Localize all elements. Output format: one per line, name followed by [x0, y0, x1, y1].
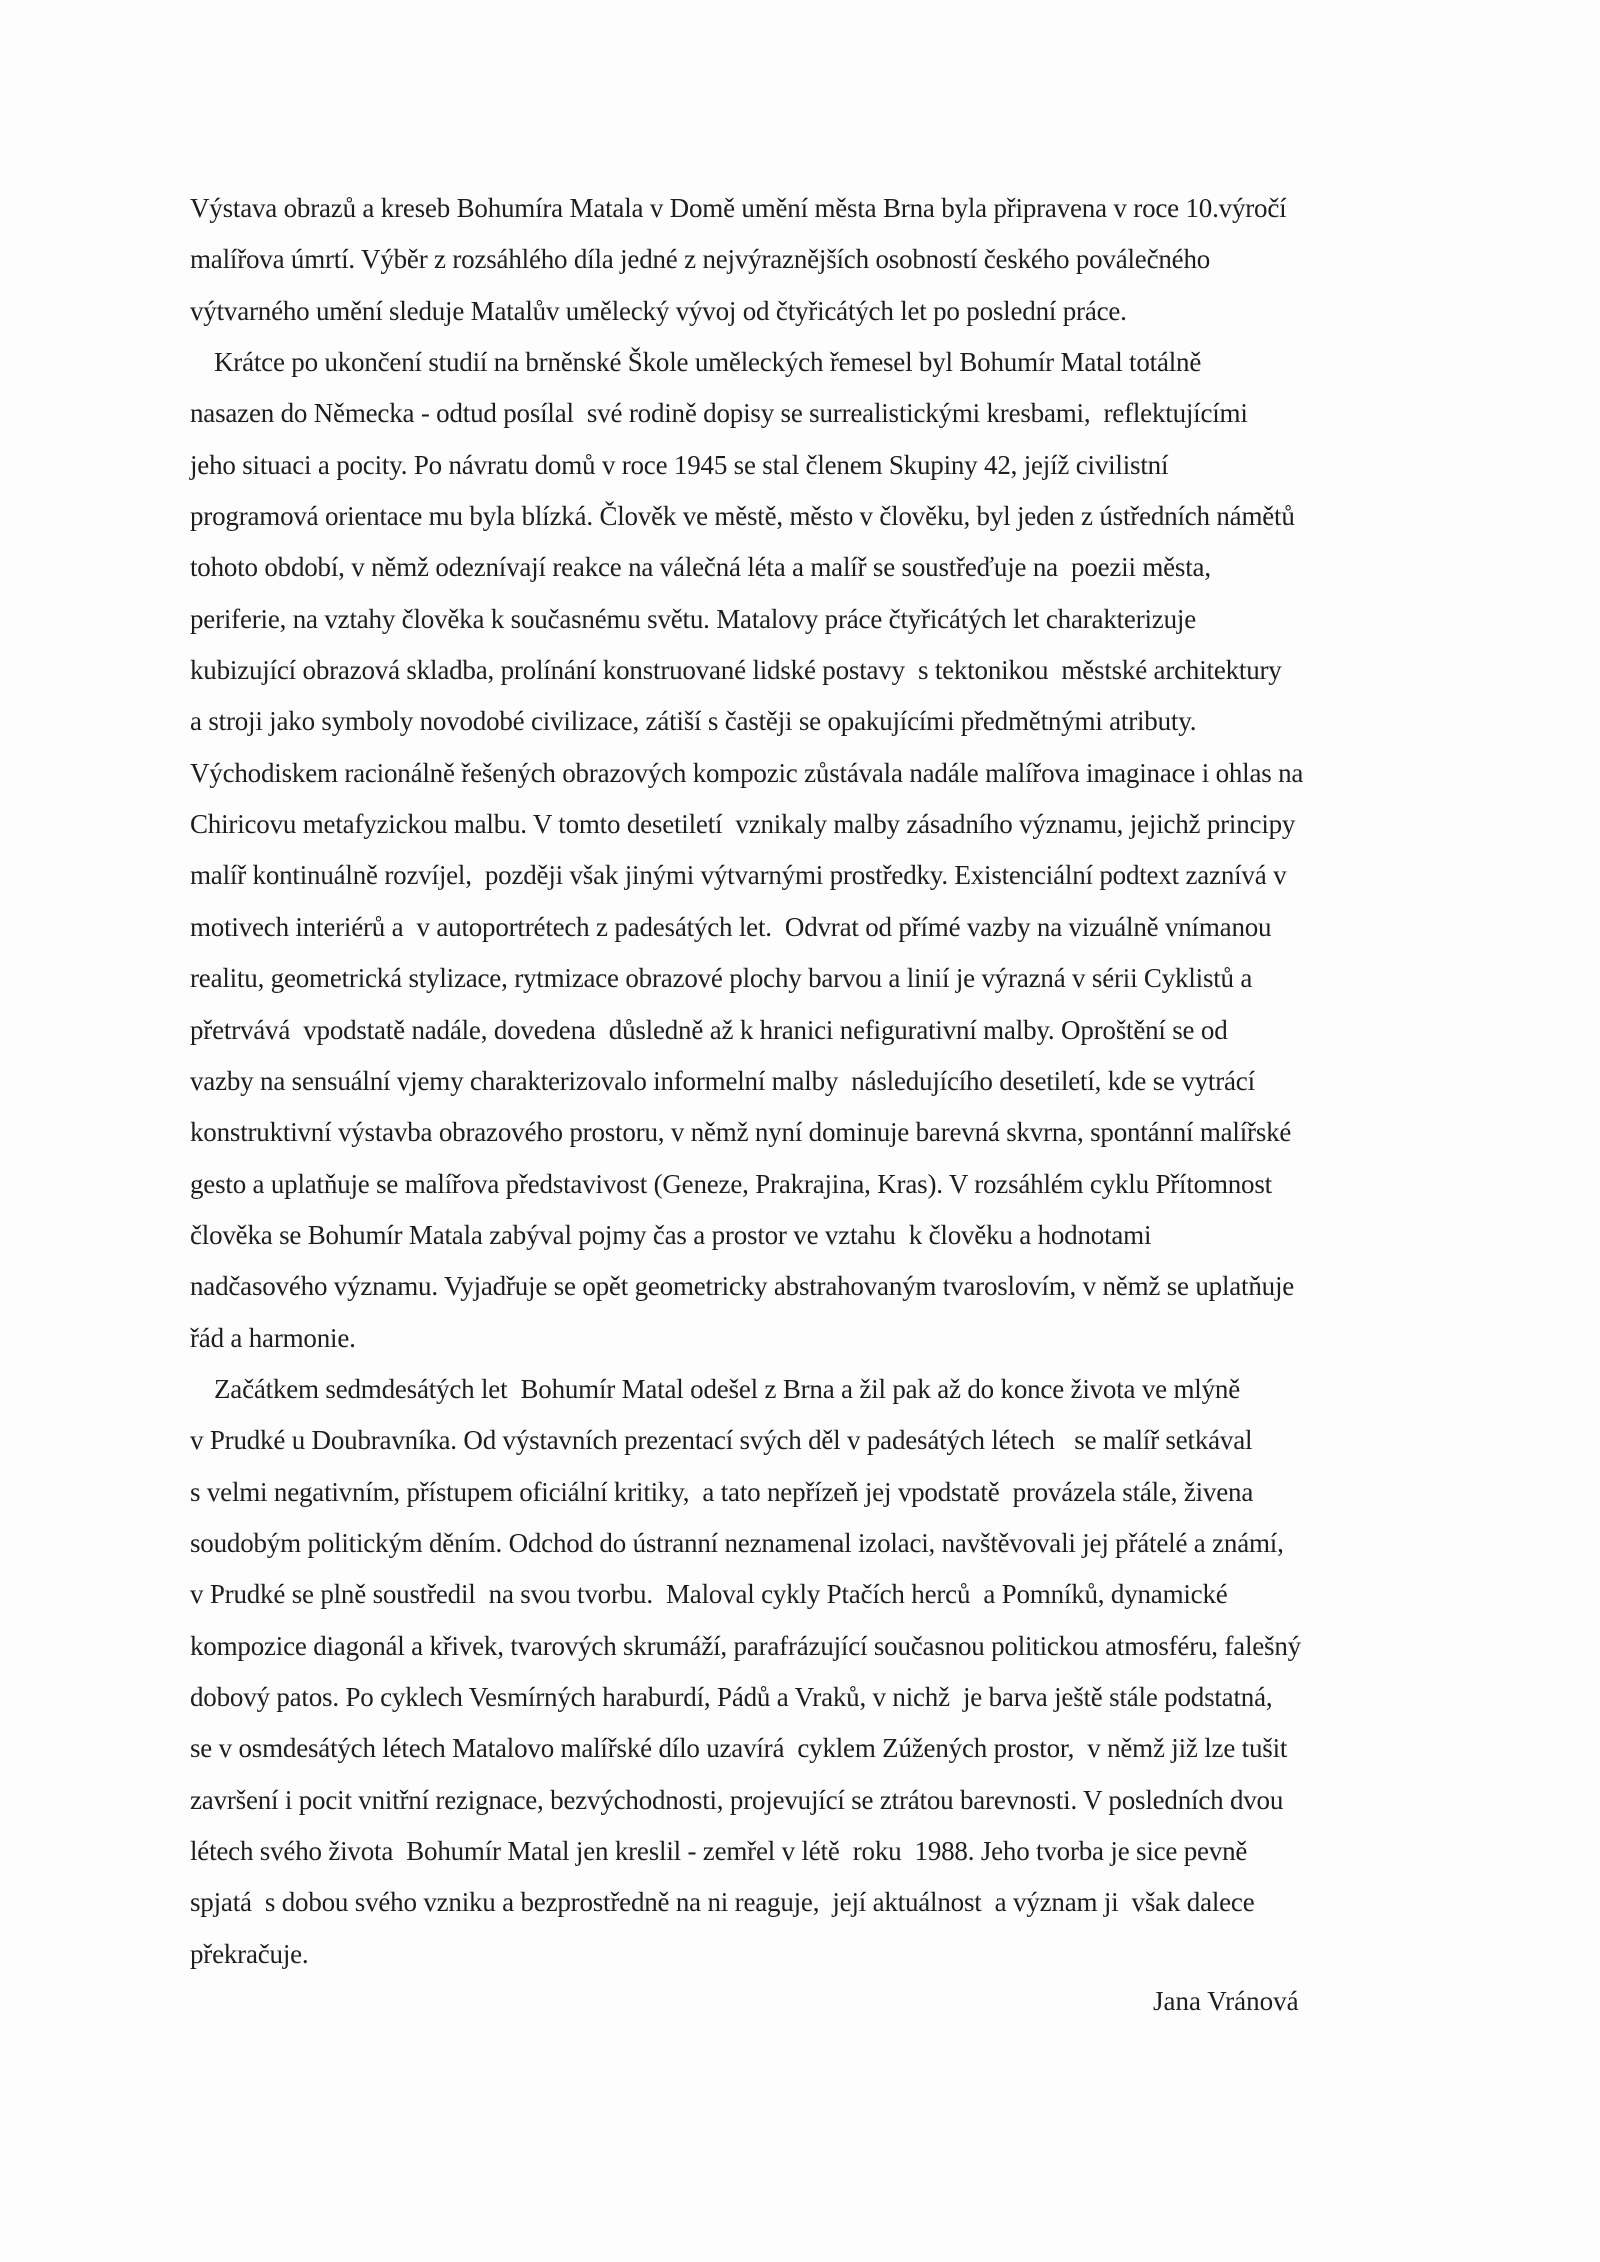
text-line: Výstava obrazů a kreseb Bohumíra Matala v Domě umění města Brna byla připravena v roce 10.výročí	[190, 193, 1287, 223]
text-line: periferie, na vztahy člověka k současnému světu. Matalovy práce čtyřicátých let charakterizuje	[190, 603, 1196, 634]
paragraph	[190, 1364, 1450, 1980]
text-line: malíř kontinuálně rozvíjel, později však jinými výtvarnými prostředky. Existenciální podtext zaznívá v	[190, 860, 1287, 891]
text-line: tohoto období, v němž odeznívají reakce na válečná léta a malíř se soustřeďuje na poezii města,	[190, 552, 1211, 583]
text-line: programová orientace mu byla blízká. Člověk ve městě, město v člověku, byl jeden z ústředních námětů	[190, 501, 1295, 532]
paragraph	[190, 337, 1450, 1364]
text-line: motivech interiérů a v autoportrétech z padesátých let. Odvrat od přímé vazby na vizuálně vnímanou	[190, 911, 1272, 942]
paragraph	[190, 183, 1450, 337]
text-line: se v osmdesátých létech Matalovo malířské dílo uzavírá cyklem Zúžených prostor, v němž již lze tušit	[190, 1733, 1288, 1764]
text-line: kubizující obrazová skladba, prolínání konstruované lidské postavy s tektonikou městské architektury	[190, 655, 1282, 686]
text-line: v Prudké se plně soustředil na svou tvorbu. Maloval cykly Ptačích herců a Pomníků, dynamické	[190, 1579, 1228, 1610]
author-signature: Jana Vránová	[1153, 1986, 1299, 2016]
text-line: gesto a uplatňuje se malířova představivost (Geneze, Prakrajina, Kras). V rozsáhlém cyklu Přítomnost	[190, 1168, 1272, 1199]
text-line: kompozice diagonál a křivek, tvarových skrumáží, parafrázující současnou politickou atmosféru, falešný	[190, 1630, 1301, 1661]
text-line: létech svého života Bohumír Matal jen kreslil - zemřel v létě roku 1988. Jeho tvorba je sice pevně	[190, 1836, 1248, 1866]
text-line: překračuje.	[190, 1938, 309, 1969]
text-line: přetrvává vpodstatě nadále, dovedena důsledně až k hranici nefigurativní malby. Oproštění se od	[190, 1014, 1228, 1045]
text-line: člověka se Bohumír Matala zabýval pojmy čas a prostor ve vztahu k člověku a hodnotami	[190, 1219, 1152, 1250]
text-line: realitu, geometrická stylizace, rytmizace obrazové plochy barvou a linií je výrazná v sérii Cyklistů a	[190, 963, 1253, 994]
text-line: s velmi negativním, přístupem oficiální kritiky, a tato nepřízeň jej vpodstatě provázela stále, živena	[190, 1476, 1254, 1507]
text-line: vazby na sensuální vjemy charakterizovalo informelní malby následujícího desetiletí, kde se vytrácí	[190, 1065, 1255, 1096]
text-line: završení i pocit vnitřní rezignace, bezvýchodnosti, projevující se ztrátou barevnosti. V posledních dvou	[190, 1784, 1284, 1815]
text-line: v Prudké u Doubravníka. Od výstavních prezentací svých děl v padesátých létech se malíř setkával	[190, 1425, 1253, 1456]
text-line: a stroji jako symboly novodobé civilizace, zátiší s častěji se opakujícími předmětnými atributy.	[190, 706, 1197, 737]
text-line: nadčasového významu. Vyjadřuje se opět geometricky abstrahovaným tvaroslovím, v němž se uplatňuje	[190, 1271, 1295, 1302]
text-line: Chiricovu metafyzickou malbu. V tomto desetiletí vznikaly malby zásadního významu, jejichž principy	[190, 809, 1296, 840]
text-line: jeho situaci a pocity. Po návratu domů v roce 1945 se stal členem Skupiny 42, jejíž civilistní	[190, 449, 1169, 480]
text-line: Krátce po ukončení studií na brněnské Škole uměleckých řemesel byl Bohumír Matal totálně	[214, 347, 1202, 378]
text-line: dobový patos. Po cyklech Vesmírných haraburdí, Pádů a Vraků, v nichž je barva ještě stále podstatná,	[190, 1681, 1273, 1712]
text-line: výtvarného umění sleduje Matalův umělecký vývoj od čtyřicátých let po poslední práce.	[190, 295, 1127, 326]
text-line: Východiskem racionálně řešených obrazových kompozic zůstávala nadále malířova imaginace i ohlas na	[190, 757, 1304, 788]
text-line: spjatá s dobou svého vzniku a bezprostředně na ni reaguje, její aktuálnost a význam ji však dalece	[190, 1887, 1255, 1918]
text-line: nasazen do Německa - odtud posílal své rodině dopisy se surrealistickými kresbami, reflektujícími	[190, 398, 1248, 429]
text-line: soudobým politickým děním. Odchod do ústranní neznamenal izolaci, navštěvovali jej přátelé a známí,	[190, 1527, 1284, 1558]
text-line: Začátkem sedmdesátých let Bohumír Matal odešel z Brna a žil pak až do konce života ve mlýně	[214, 1373, 1240, 1404]
text-line: konstruktivní výstavba obrazového prostoru, v němž nyní dominuje barevná skvrna, spontánní malířské	[190, 1117, 1292, 1148]
article-body	[190, 183, 1450, 1980]
text-line: malířova úmrtí. Výběr z rozsáhlého díla jedné z nejvýraznějších osobností českého poválečného	[190, 244, 1211, 275]
text-line: řád a harmonie.	[190, 1322, 356, 1353]
